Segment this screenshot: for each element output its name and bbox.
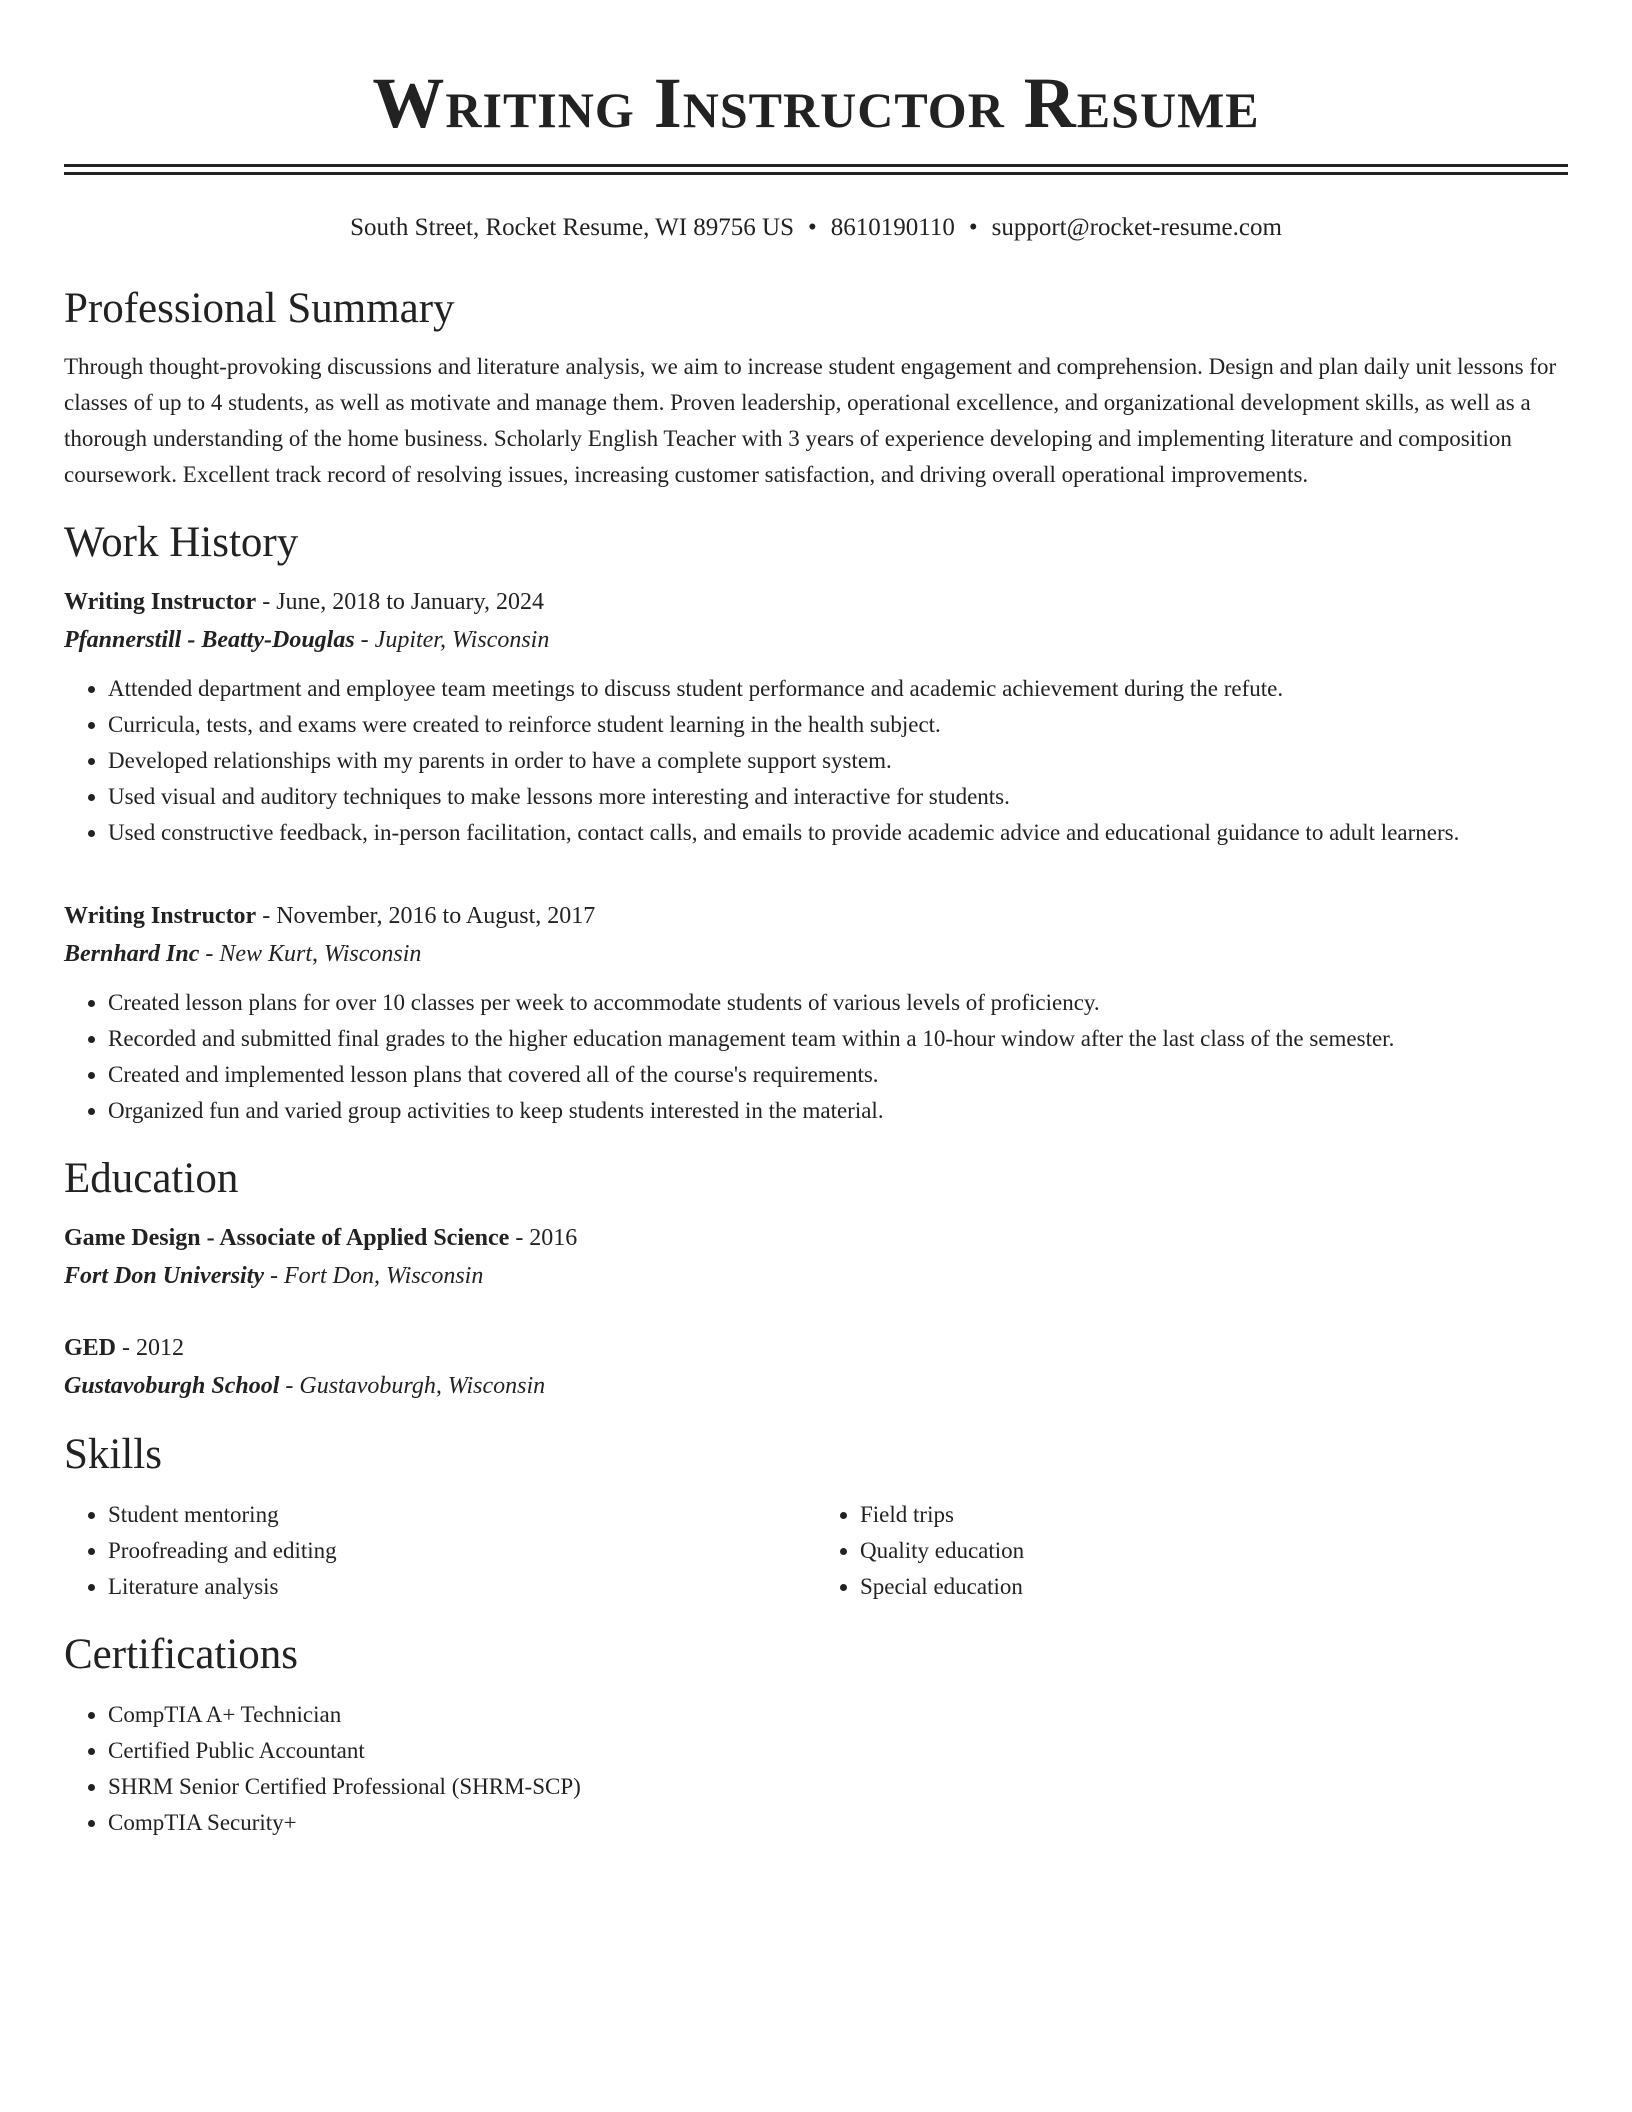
contact-line xyxy=(64,211,1568,245)
job-company-line xyxy=(64,935,1568,973)
contact-email: support@rocket-resume.com xyxy=(991,214,1282,241)
contact-separator: • xyxy=(808,214,817,241)
skills-list-left xyxy=(64,1497,816,1605)
skill-item: • Special education xyxy=(860,1569,1568,1605)
job-bullet: • Used constructive feedback, in-person facilitation, contact calls, and emails to provide academic advice and educational guidance to adult learners. xyxy=(108,815,1568,851)
degree: Game Design - Associate of Applied Science xyxy=(64,1225,510,1251)
job-title-line xyxy=(64,897,1568,935)
job-bullet: • Organized fun and varied group activities to keep students interested in the material. xyxy=(108,1093,1568,1129)
degree-year: - 2012 xyxy=(116,1335,185,1361)
certifications-list xyxy=(64,1697,1568,1841)
contact-phone: 8610190110 xyxy=(830,214,955,241)
certification-item: • SHRM Senior Certified Professional (SHRM-SCP) xyxy=(108,1769,1568,1805)
skills-list-right xyxy=(816,1497,1568,1605)
school-line xyxy=(64,1367,1568,1405)
summary-section xyxy=(64,279,1568,493)
skills-section xyxy=(64,1425,1568,1605)
resume-title: Writing Instructor Resume xyxy=(372,63,1260,143)
job-title-line xyxy=(64,583,1568,621)
degree-year: - 2016 xyxy=(509,1225,578,1251)
contact-separator: • xyxy=(968,214,978,241)
degree-line xyxy=(64,1329,1568,1367)
job-bullet: • Developed relationships with my parents in order to have a complete support system. xyxy=(108,743,1568,779)
summary-text: Through thought-provoking discussions and literature analysis, we aim to increase student engagement and comprehension. Design and plan daily unit lessons for classes of up to 4 students, as well as motivate and manage them. Proven leadership, operational excellence, and organizational development skills, as well as a thorough understanding of the home business. Scholarly English Teacher with 3 years of experience developing and implementing literature and composition coursework. Excellent track record of resolving issues, increasing customer satisfaction, and driving overall operational improvements. xyxy=(64,354,1557,487)
skill-item: • Literature analysis xyxy=(108,1569,816,1605)
school-line xyxy=(64,1257,1568,1295)
work-history-section xyxy=(64,513,1568,1129)
job-bullet: • Recorded and submitted final grades to the higher education management team within a 10-hour window after the last class of the semester. xyxy=(108,1021,1568,1057)
certification-item: • CompTIA Security+ xyxy=(108,1805,1568,1841)
school-location: - Gustavoburgh, Wisconsin xyxy=(279,1373,546,1399)
job-bullet: • Created and implemented lesson plans that covered all of the course's requirements. xyxy=(108,1057,1568,1093)
skills-columns xyxy=(64,1485,1568,1605)
education-heading: Education xyxy=(64,1155,239,1202)
job-bullets xyxy=(64,671,1568,851)
job-entry xyxy=(64,583,1568,851)
job-bullets xyxy=(64,985,1568,1129)
certification-item: • Certified Public Accountant xyxy=(108,1733,1568,1769)
skill-item: • Student mentoring xyxy=(108,1497,816,1533)
job-dates: - June, 2018 to January, 2024 xyxy=(256,589,544,615)
job-company-line xyxy=(64,621,1568,659)
job-company: Pfannerstill - Beatty-Douglas xyxy=(64,627,355,653)
education-entry xyxy=(64,1329,1568,1405)
job-location: - Jupiter, Wisconsin xyxy=(354,627,550,653)
school-location: - Fort Don, Wisconsin xyxy=(264,1263,484,1289)
school: Fort Don University xyxy=(64,1263,265,1289)
certifications-section xyxy=(64,1625,1568,1841)
degree-line xyxy=(64,1219,1568,1257)
certifications-heading: Certifications xyxy=(64,1631,299,1678)
job-title: Writing Instructor xyxy=(64,903,257,929)
work-history-heading: Work History xyxy=(64,519,299,566)
job-company: Bernhard Inc xyxy=(64,941,200,967)
certification-item: • CompTIA A+ Technician xyxy=(108,1697,1568,1733)
title-double-rule xyxy=(64,164,1568,175)
job-location: - New Kurt, Wisconsin xyxy=(199,941,422,967)
degree: GED xyxy=(64,1335,117,1361)
contact-address: South Street, Rocket Resume, WI 89756 US xyxy=(350,214,795,241)
education-section xyxy=(64,1149,1568,1405)
job-bullet: • Curricula, tests, and exams were created to reinforce student learning in the health subject. xyxy=(108,707,1568,743)
job-title: Writing Instructor xyxy=(64,589,257,615)
summary-heading: Professional Summary xyxy=(64,285,455,332)
skill-item: • Proofreading and editing xyxy=(108,1533,816,1569)
job-bullet: • Used visual and auditory techniques to make lessons more interesting and interactive for students. xyxy=(108,779,1568,815)
education-entry xyxy=(64,1219,1568,1295)
school: Gustavoburgh School xyxy=(64,1373,280,1399)
skill-item: • Quality education xyxy=(860,1533,1568,1569)
job-bullet: • Created lesson plans for over 10 classes per week to accommodate students of various levels of proficiency. xyxy=(108,985,1568,1021)
job-bullet: • Attended department and employee team meetings to discuss student performance and academic achievement during the refute. xyxy=(108,671,1568,707)
job-entry xyxy=(64,897,1568,1129)
skills-heading: Skills xyxy=(64,1431,162,1478)
job-dates: - November, 2016 to August, 2017 xyxy=(256,903,596,929)
skill-item: • Field trips xyxy=(860,1497,1568,1533)
